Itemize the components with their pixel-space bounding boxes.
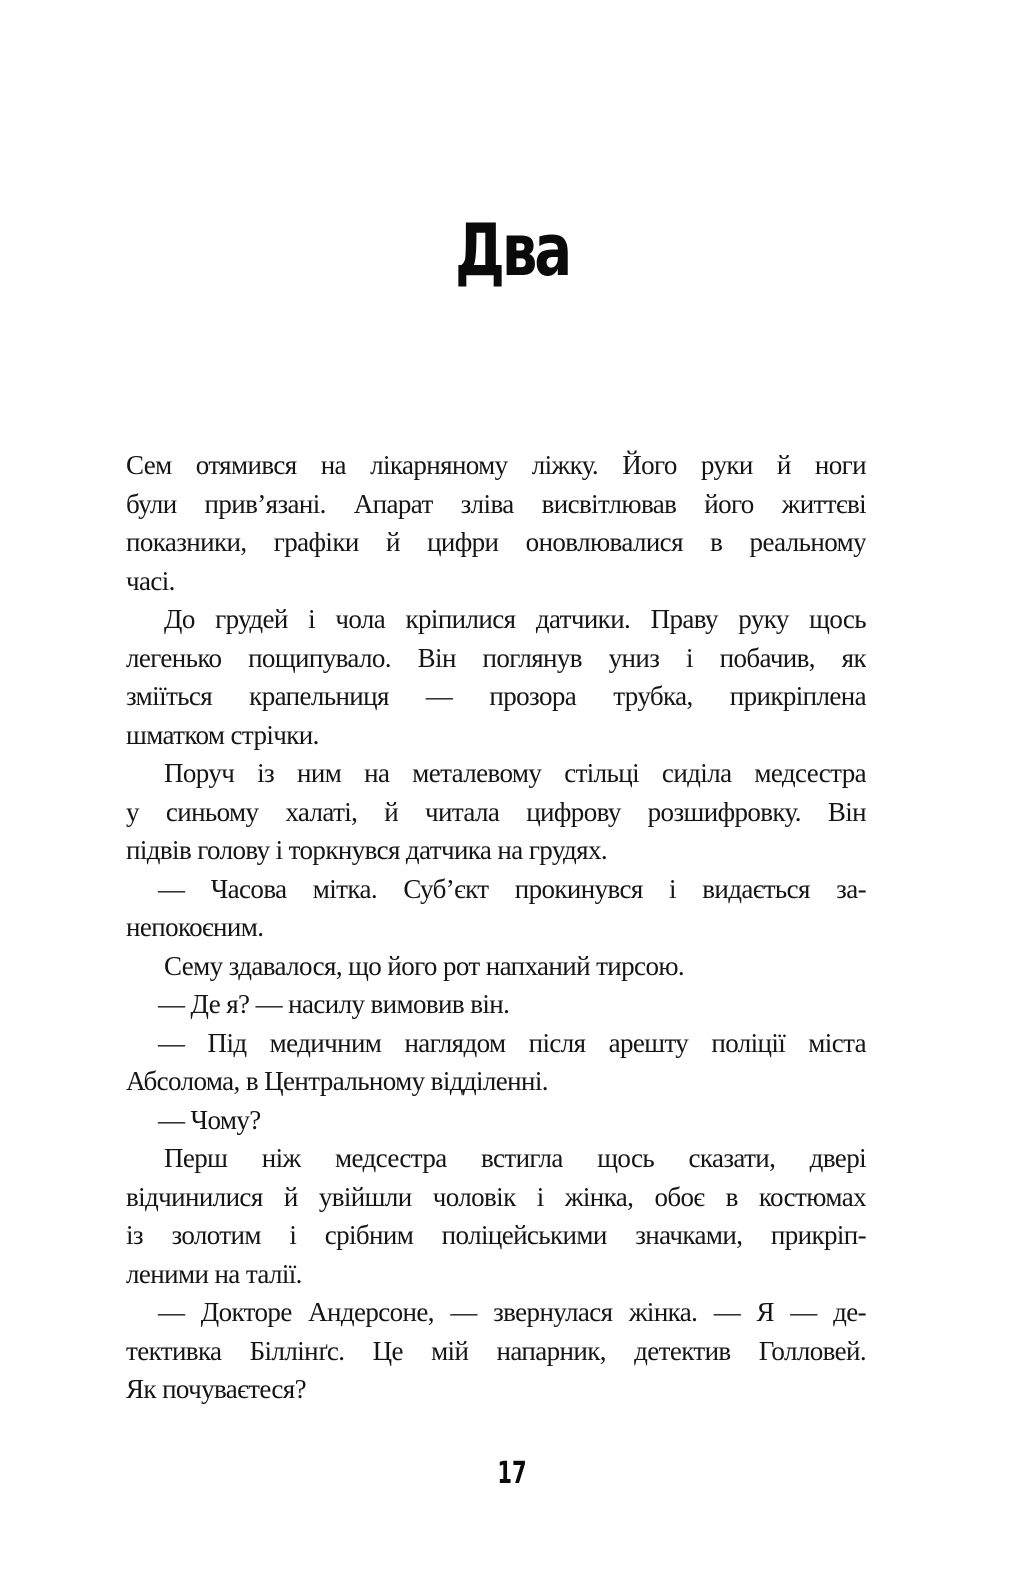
paragraph: [126, 947, 866, 986]
text-line: показники, графіки й цифри оновлювалися в реальному: [126, 527, 866, 557]
text-line: легенько пощипувало. Він поглянув униз і побачив, як: [126, 642, 866, 673]
text-line: — Докторе Андерсоне, — звернулася жінка. — Я — де-: [158, 1297, 866, 1327]
chapter-body: [126, 446, 866, 1409]
paragraph: [126, 1024, 866, 1101]
paragraph: [126, 870, 866, 947]
paragraph: [126, 1293, 866, 1409]
text-line: у синьому халаті, й читала цифрову розшифровку. Він: [126, 796, 866, 827]
text-line: підвів голову і торкнувся датчика на грудях.: [126, 835, 608, 865]
text-line: зміїться крапельниця — прозора трубка, прикріплена: [126, 681, 866, 711]
text-line: леними на талії.: [126, 1258, 302, 1289]
text-line: Сем отямився на лікарняному ліжку. Його руки й ноги: [126, 450, 866, 480]
text-line: — Часова мітка. Суб’єкт прокинувся і видається за-: [158, 873, 866, 904]
text-line: часі.: [126, 565, 175, 596]
text-line: шматком стрічки.: [126, 719, 319, 750]
paragraph: [126, 1101, 866, 1140]
page-number: 17: [497, 1456, 527, 1491]
paragraph: [126, 754, 866, 870]
text-line: — Де я? — насилу вимовив він.: [158, 989, 510, 1019]
text-line: тективка Біллінґс. Це мій напарник, детектив Голловей.: [126, 1335, 866, 1366]
text-line: — Чому?: [158, 1104, 261, 1135]
text-line: Абсолома, в Центральному відділенні.: [126, 1066, 548, 1096]
text-line: відчинилися й увійшли чоловік і жінка, обоє в костюмах: [126, 1181, 866, 1212]
text-line: Сему здавалося, що його рот напханий тирсою.: [164, 950, 685, 981]
paragraph: [126, 600, 866, 754]
text-line: Поруч із ним на металевому стільці сиділа медсестра: [164, 758, 866, 788]
text-line: із золотим і срібним поліцейськими значками, прикріп-: [126, 1220, 866, 1250]
text-line: — Під медичним наглядом після арешту поліції міста: [158, 1027, 866, 1058]
text-line: До грудей і чола кріпилися датчики. Праву руку щось: [164, 604, 866, 634]
text-line: Як почуваєтеся?: [126, 1374, 307, 1404]
text-line: були прив’язані. Апарат зліва висвітлював його життєві: [126, 488, 866, 519]
chapter-title: Два: [454, 208, 570, 292]
paragraph: [126, 1139, 866, 1293]
text-line: Перш ніж медсестра встигла щось сказати, двері: [164, 1143, 866, 1173]
text-line: непокоєним.: [126, 912, 264, 942]
paragraph: [126, 446, 866, 600]
paragraph: [126, 985, 866, 1024]
